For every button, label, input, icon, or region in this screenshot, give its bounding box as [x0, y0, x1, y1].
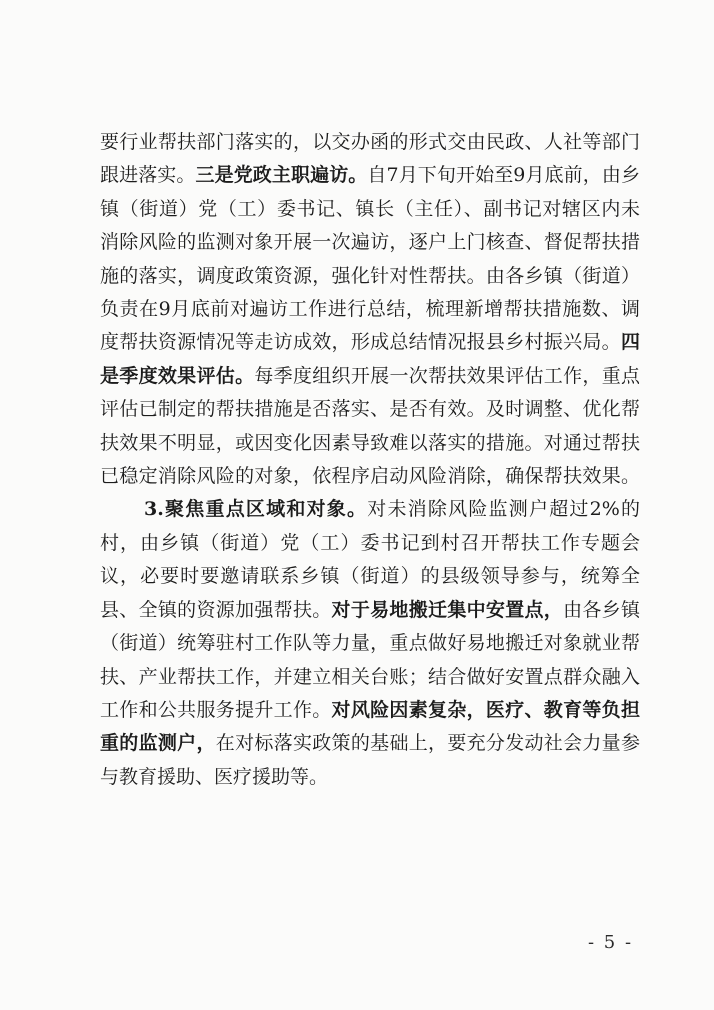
text-run: 由各乡镇（街道）统筹驻村工作队等力量，重点做好易地搬迁对象就业帮扶、产业帮扶工作，并建立相关台账；结合做好安置点群众融入工作和公共服务提升工作。 [100, 598, 640, 721]
text-run: 每季度组织开展一次帮扶效果评估工作，重点评估已制定的帮扶措施是否落实、是否有效。及时调整、优化帮扶效果不明显，或因变化因素导致难以落实的措施。对通过帮扶已稳定消除风险的对象，依程序启动风险消除，确保帮扶效果。 [100, 364, 640, 488]
text-run: 对未消除风险监测户超过2%的村，由乡镇（街道）党（工）委书记到村召开帮扶工作专题会议，必要时要邀请联系乡镇（街道）的县级领导参与，统筹全县、全镇的资源加强帮扶。 [100, 498, 640, 621]
body-text [100, 126, 640, 794]
bold-heading: 四是季度效果评估。 [100, 331, 640, 387]
bold-heading: 3.聚焦重点区域和对象。 [144, 498, 368, 521]
bold-heading: 对于易地搬迁集中安置点， [331, 598, 564, 621]
text-run: 要行业帮扶部门落实的，以交办函的形式交由民政、人社等部门跟进落实。 [100, 131, 640, 187]
paragraph-1 [100, 126, 640, 493]
text-run: 在对标落实政策的基础上，要充分发动社会力量参与教育援助、医疗援助等。 [100, 732, 640, 788]
text-run: 自7月下旬开始至9月底前，由乡镇（街道）党（工）委书记、镇长（主任）、副书记对辖区内未消除风险的监测对象开展一次遍访，逐户上门核查、督促帮扶措施的落实，调度政策资源，强化针对性帮扶。由各乡镇（街道）负责在9月底前对遍访工作进行总结，梳理新增帮扶措施数、调度帮扶资源情况等走访成效，形成总结情况报县乡村振兴局。 [100, 164, 640, 354]
paragraph-2 [100, 493, 640, 794]
page-number: - 5 - [588, 932, 634, 953]
bold-heading: 对风险因素复杂，医疗、教育等负担重的监测户， [100, 698, 640, 755]
bold-heading: 三是党政主职遍访。 [195, 164, 368, 187]
